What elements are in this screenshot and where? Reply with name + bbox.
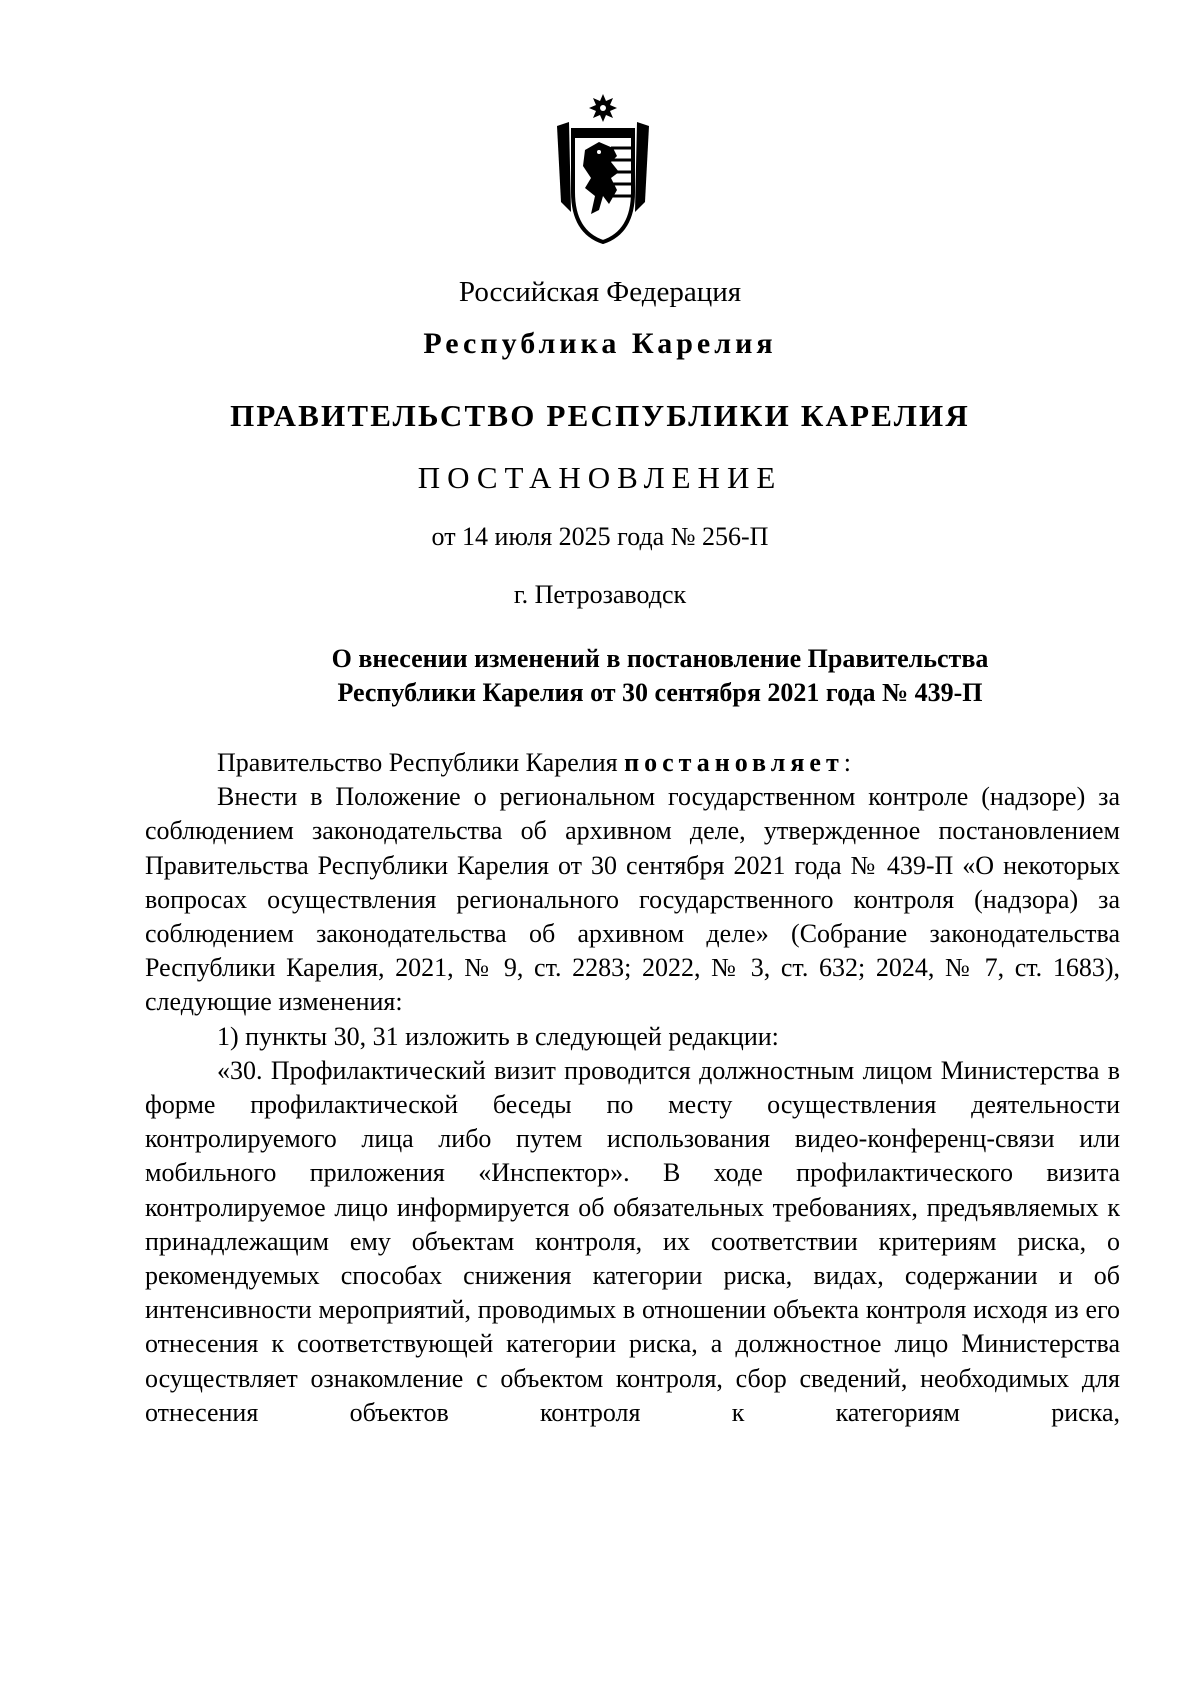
country-name: Российская Федерация bbox=[458, 276, 742, 308]
document-body bbox=[145, 746, 1120, 1430]
amendment-paragraph: Внести в Положение о региональном государственном контроле (надзоре) за соблюдением законодательства об архивном деле, утвержденное постановлением Правительства Республики Карелия от 30 сентября 2021 года № 439-П «О некоторых вопросах осуществления регионального государственного контроля (надзора) за соблюдением законодательства об архивном деле» (Собрание законодательства Республики Карелия, 2021, № 9, ст. 2283; 2022, № 3, ст. 632; 2024, № 7, ст. 1683), следующие изменения: bbox=[145, 782, 1120, 1017]
coat-of-arms-icon bbox=[555, 92, 651, 244]
decision-colon: : bbox=[843, 748, 851, 777]
document-title bbox=[260, 642, 1060, 710]
decision-paragraph bbox=[145, 746, 1120, 780]
item-1-paragraph: 1) пункты 30, 31 изложить в следующей редакции: bbox=[217, 1021, 779, 1051]
clause-30-paragraph: «30. Профилактический визит проводится должностным лицом Министерства в форме профилактической беседы по месту осуществления деятельности контролируемого лица либо путем использования видео-конференц-связи или мобильного приложения «Инспектор». В ходе профилактического визита контролируемое лицо информируется об обязательных требованиях, предъявляемых к принадлежащим ему объектам контроля, их соответствии критериям риска, о рекомендуемых способах снижения категории риска, видах, содержании и об интенсивности мероприятий, проводимых в отношении объекта контроля исходя из его отнесения к соответствующей категории риска, а должностное лицо Министерства осуществляет ознакомление с объектом контроля, сбор сведений, необходимых для отнесения объектов контроля к категориям риска, bbox=[145, 1055, 1120, 1427]
city: г. Петрозаводск bbox=[513, 580, 687, 609]
document-type: ПОСТАНОВЛЕНИЕ bbox=[417, 460, 783, 495]
document-number: от 14 июля 2025 года № 256-П bbox=[431, 522, 769, 551]
government-name: ПРАВИТЕЛЬСТВО РЕСПУБЛИКИ КАРЕЛИЯ bbox=[230, 398, 970, 433]
title-line-2: Республики Карелия от 30 сентября 2021 года № 439-П bbox=[337, 678, 983, 707]
decision-word: постановляет bbox=[624, 748, 844, 777]
republic-name: Республика Карелия bbox=[423, 327, 777, 360]
decision-lead: Правительство Республики Карелия bbox=[217, 748, 625, 777]
title-line-1: О внесении изменений в постановление Правительства bbox=[331, 644, 989, 673]
